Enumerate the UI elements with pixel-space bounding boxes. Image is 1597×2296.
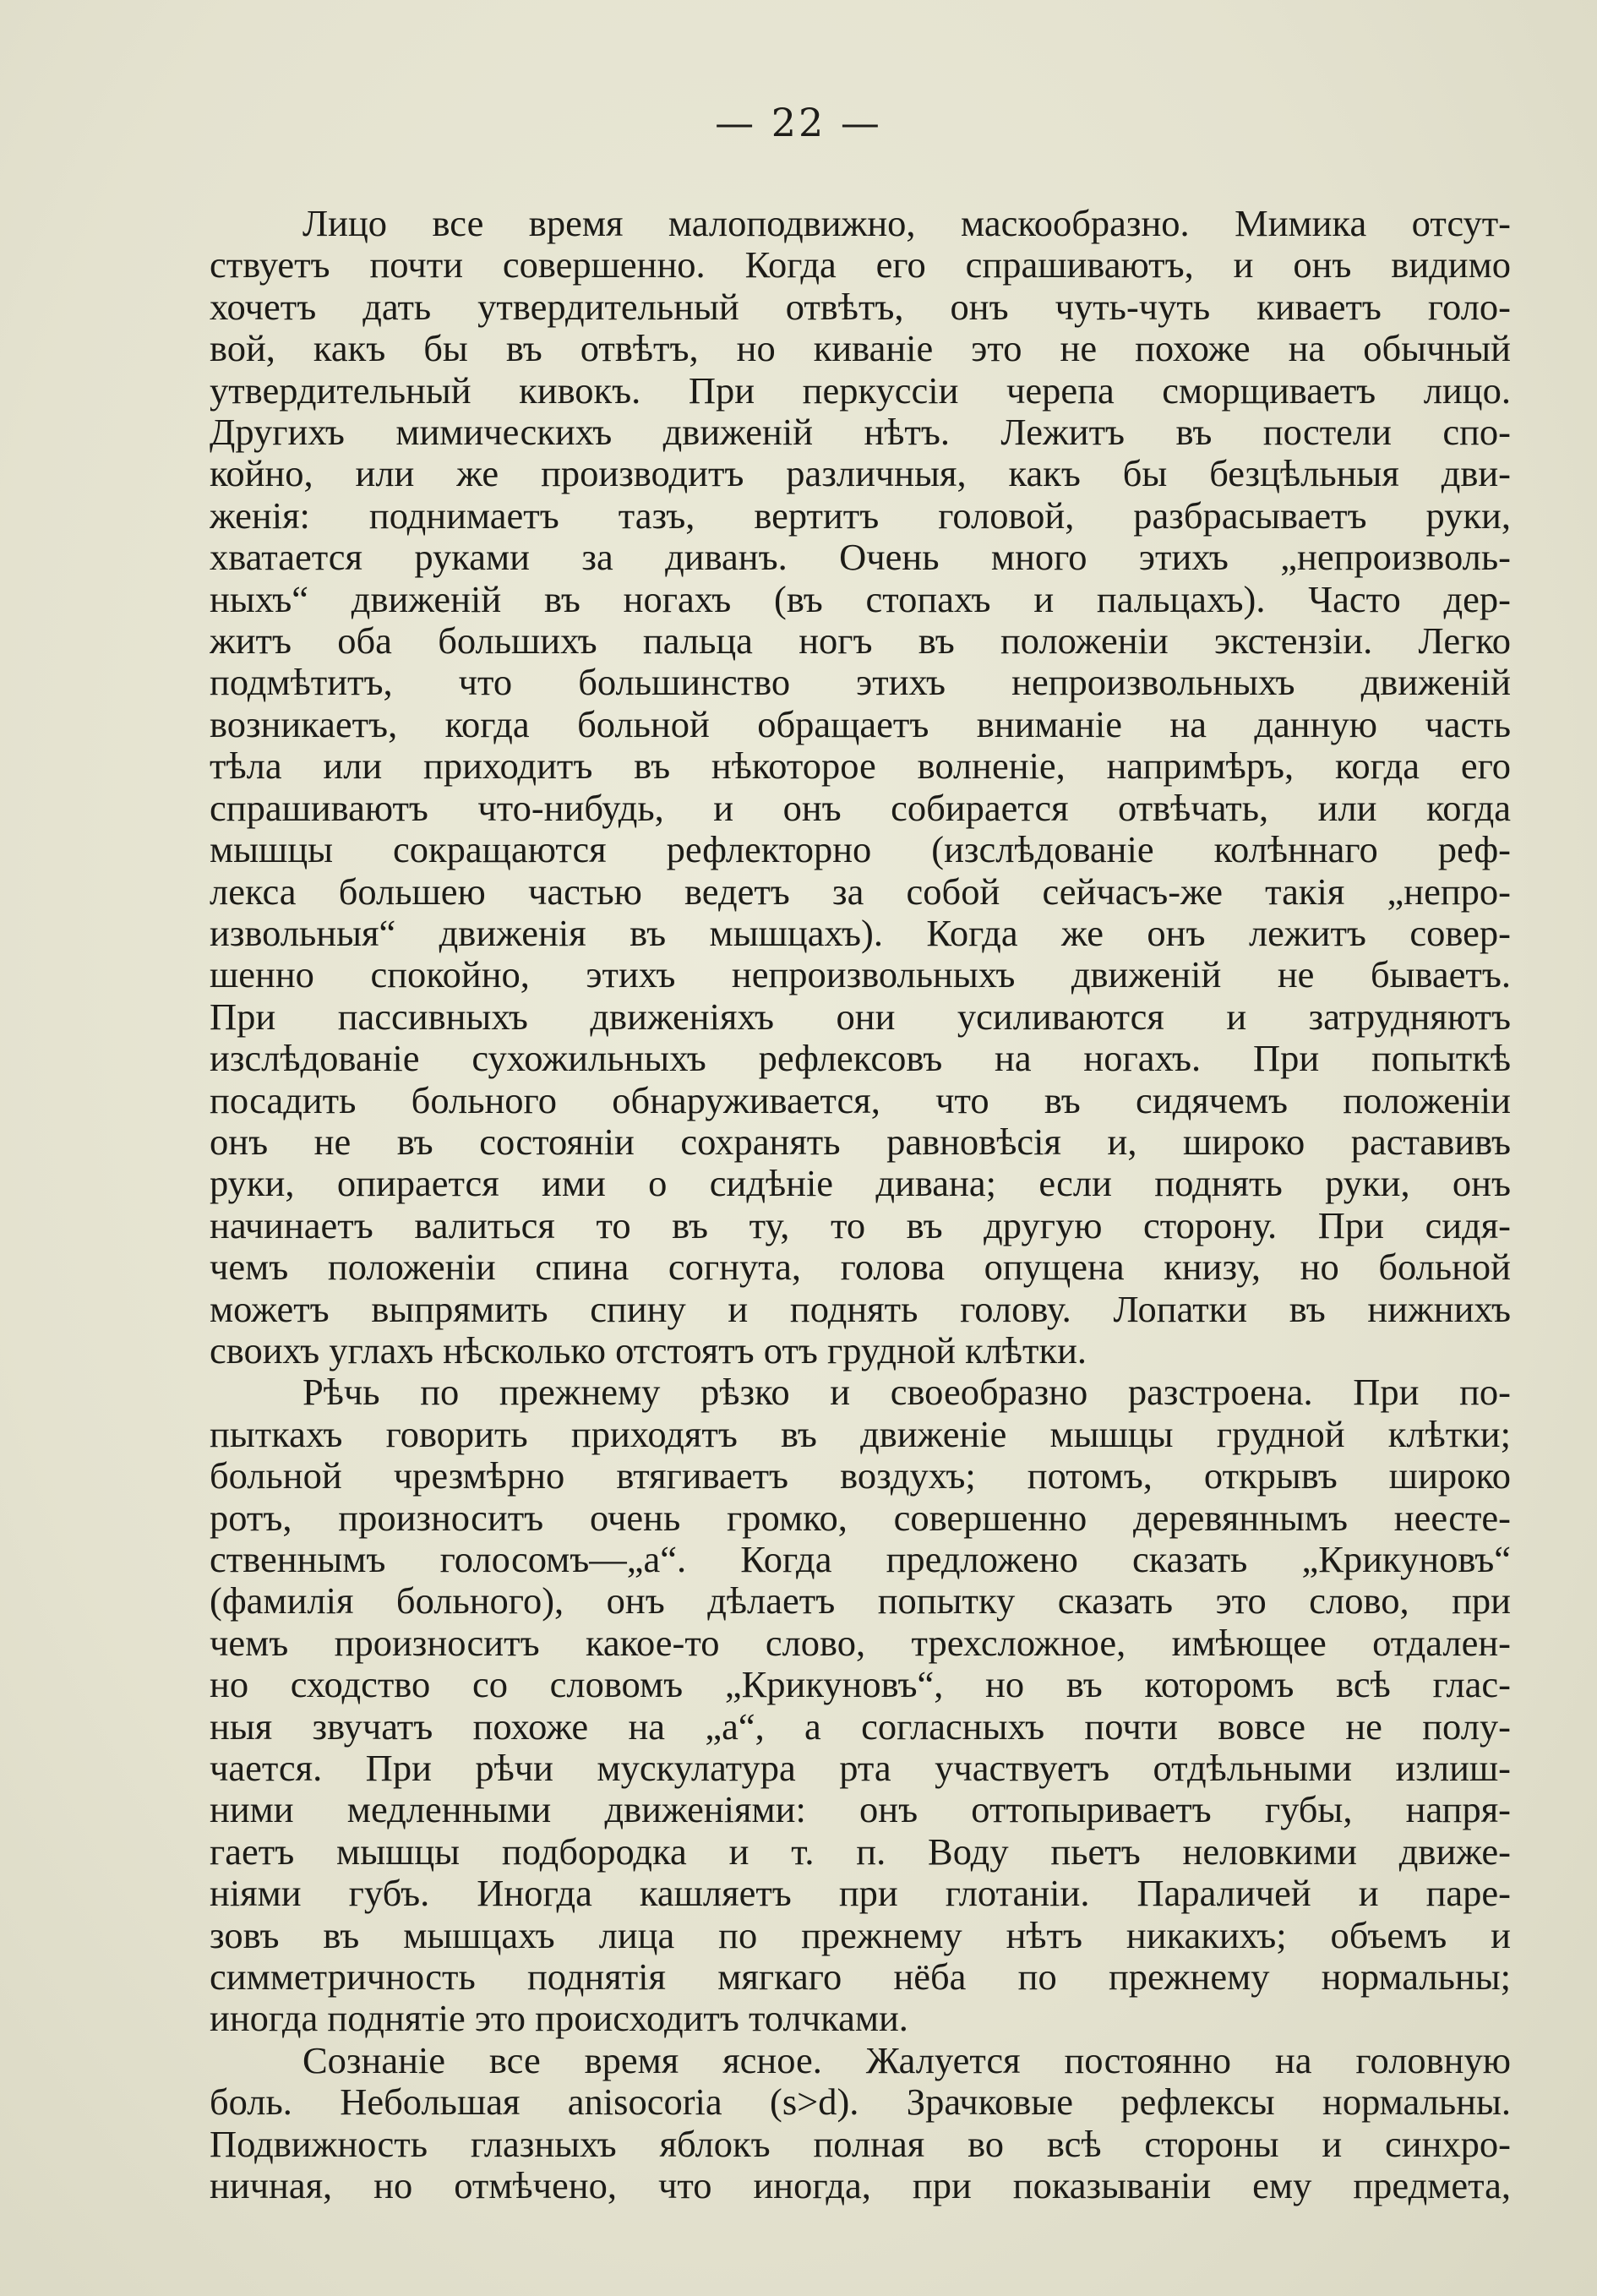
text-line: Рѣчь по прежнему рѣзко и своеобразно разстроена. При по- [303,1372,1511,1414]
page-number: — 22 — [715,100,882,145]
text-line: койно, или же производитъ различныя, какъ бы безцѣльныя дви- [210,453,1511,495]
text-line: утвердительный кивокъ. При перкуссiи черепа сморщиваетъ лицо. [210,369,1511,412]
text-line: ныя звучатъ похоже на „а“, а согласныхъ почти вовсе не полу- [210,1705,1511,1748]
text-line: Сознанiе все время ясное. Жалуется постоянно на головную [303,2039,1511,2081]
text-line: женiя: поднимаетъ тазъ, вертитъ головой, разбрасываетъ руки, [210,494,1511,537]
text-line: иногда поднятiе это происходитъ толчками. [210,1998,908,2040]
text-line: своихъ углахъ нѣсколько отстоятъ отъ грудной клѣтки. [210,1329,1087,1372]
text-line: вой, какъ бы въ отвѣтъ, но киванiе это не похоже на обычный [210,328,1511,370]
text-line: симметричность поднятiя мягкаго нёба по прежнему нормальны; [210,1956,1511,1999]
text-line: начинаетъ валиться то въ ту, то въ другую сторону. При сидя- [210,1204,1511,1246]
text-line: посадить больного обнаруживается, что въ сидячемъ положенiи [210,1079,1511,1121]
paragraph [210,203,1511,1372]
text-line: но сходство со словомъ „Крикуновъ“, но въ которомъ всѣ глас- [210,1664,1511,1706]
paragraph [210,1372,1511,2040]
text-line: лекса большею частью ведетъ за собой сейчасъ-же такiя „непро- [210,870,1511,913]
text-line: чемъ произноситъ какое-то слово, трехсложное, имѣющее отдален- [210,1622,1511,1664]
text-line: подмѣтитъ, что большинство этихъ непроизвольныхъ движенiй [210,662,1511,704]
text-line: можетъ выпрямить спину и поднять голову. Лопатки въ нижнихъ [210,1288,1511,1330]
text-line: извольныя“ движенiя въ мышцахъ). Когда же онъ лежитъ совер- [210,912,1511,954]
text-line: ныхъ“ движенiй въ ногахъ (въ стопахъ и пальцахъ). Часто дер- [210,578,1511,620]
text-line: житъ оба большихъ пальца ногъ въ положенiи экстензiи. Легко [210,620,1511,663]
text-line: шенно спокойно, этихъ непроизвольныхъ движенiй не бываетъ. [210,954,1511,996]
body-text [210,203,1511,2207]
text-line: ротъ, произноситъ очень громко, совершенно деревяннымъ неесте- [210,1497,1511,1539]
text-line: чемъ положенiи спина согнута, голова опущена книзу, но больной [210,1246,1511,1289]
text-line: онъ не въ состоянiи сохранять равновѣсiя и, широко раставивъ [210,1121,1511,1163]
text-line: нiями губъ. Иногда кашляетъ при глотанiи. Параличей и паре- [210,1873,1511,1915]
text-line: (фамилiя больного), онъ дѣлаетъ попытку сказать это слово, при [210,1580,1511,1622]
text-line: возникаетъ, когда больной обращаетъ вниманiе на данную часть [210,703,1511,745]
text-line: ними медленными движенiями: онъ оттопыриваетъ губы, напря- [210,1789,1511,1831]
text-line: чается. При рѣчи мускулатура рта участвуетъ отдѣльными излиш- [210,1748,1511,1790]
text-line: ничная, но отмѣчено, что иногда, при показыванiи ему предмета, [210,2165,1511,2207]
text-line: пыткахъ говорить приходятъ въ движенiе мышцы грудной клѣтки; [210,1413,1511,1455]
text-line: Лицо все время малоподвижно, маскообразно. Мимика отсут- [303,203,1511,244]
text-line: руки, опирается ими о сидѣнiе дивана; если поднять руки, онъ [210,1163,1511,1205]
text-line: Другихъ мимическихъ движенiй нѣтъ. Лежитъ въ постели спо- [210,412,1511,454]
text-line: больной чрезмѣрно втягиваетъ воздухъ; потомъ, открывъ широко [210,1455,1511,1497]
text-line: гаетъ мышцы подбородка и т. п. Воду пьетъ неловкими движе- [210,1830,1511,1873]
text-line: зовъ въ мышцахъ лица по прежнему нѣтъ никакихъ; объемъ и [210,1914,1511,1956]
text-line: тѣла или приходитъ въ нѣкоторое волненiе, напримѣръ, когда его [210,745,1511,788]
text-line: При пассивныхъ движенiяхъ они усиливаются и затрудняютъ [210,995,1511,1038]
text-line: ственнымъ голосомъ—„а“. Когда предложено сказать „Крикуновъ“ [210,1539,1511,1580]
text-line: хватается руками за диванъ. Очень много этихъ „непроизволь- [210,537,1511,579]
text-line: хочетъ дать утвердительный отвѣтъ, онъ чуть-чуть киваетъ голо- [210,286,1511,328]
text-line: спрашиваютъ что-нибудь, и онъ собирается отвѣчать, или когда [210,787,1511,829]
paragraph [210,2040,1511,2207]
text-line: изслѣдованiе сухожильныхъ рефлексовъ на ногахъ. При попыткѣ [210,1038,1511,1080]
text-line: боль. Небольшая anisocoria (s>d). Зрачковые рефлексы нормальны. [210,2081,1511,2124]
text-line: ствуетъ почти совершенно. Когда его спрашиваютъ, и онъ видимо [210,244,1511,286]
text-line: мышцы сокращаются рефлекторно (изслѣдованiе колѣннаго реф- [210,829,1511,871]
text-line: Подвижность глазныхъ яблокъ полная во всѣ стороны и синхро- [210,2123,1511,2165]
